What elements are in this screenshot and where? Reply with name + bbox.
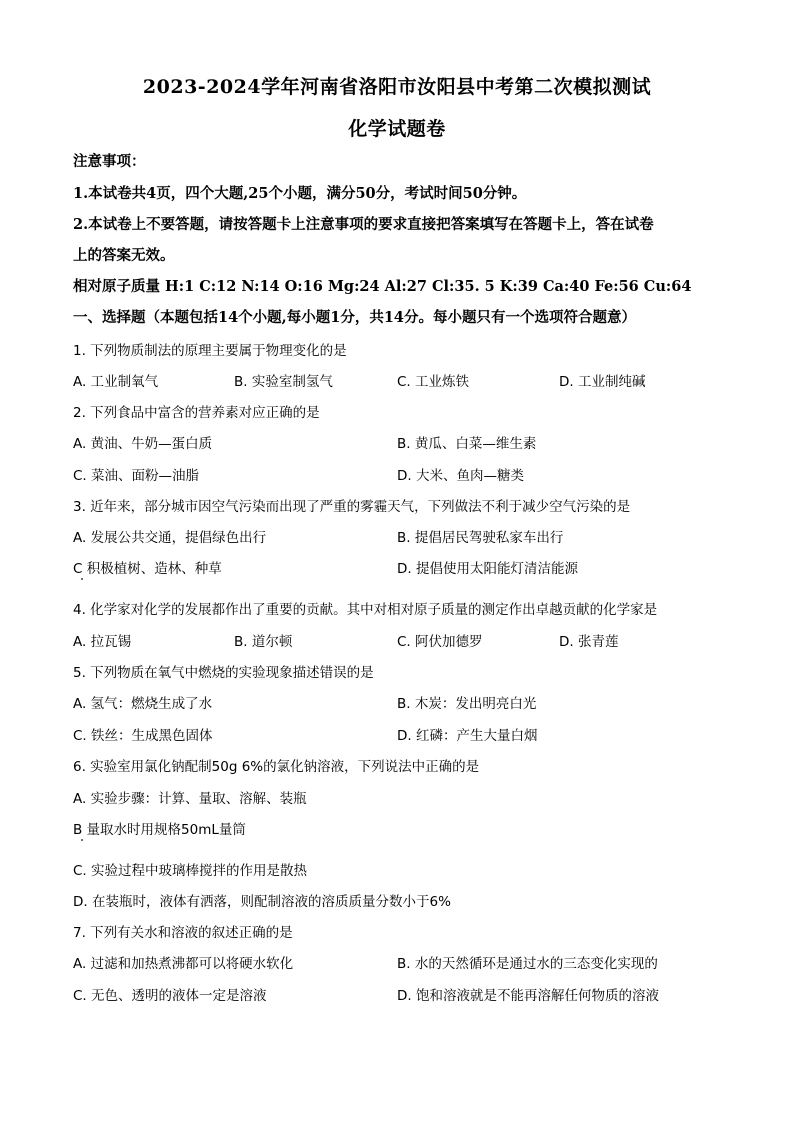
section-1-heading: 一、选择题（本题包括14个小题,每小题1分，共14分。每小题只有一个选项符合题意） bbox=[73, 309, 636, 326]
question-2-option-b: B. 黄瓜、白菜—维生素 bbox=[397, 436, 537, 452]
notice-heading: 注意事项： bbox=[73, 153, 146, 170]
question-3-option-d: D. 提倡使用太阳能灯清洁能源 bbox=[397, 561, 578, 577]
question-4-stem: 4. 化学家对化学的发展都作出了重要的贡献。其中对相对原子质量的测定作出卓越贡献的化学家是 bbox=[73, 602, 658, 618]
question-5-option-d: D. 红磷：产生大量白烟 bbox=[397, 728, 538, 744]
question-5-stem: 5. 下列物质在氧气中燃烧的实验现象描述错误的是 bbox=[73, 665, 374, 681]
question-7-option-d: D. 饱和溶液就是不能再溶解任何物质的溶液 bbox=[397, 988, 659, 1004]
question-1-option-a: A. 工业制氧气 bbox=[73, 374, 159, 390]
question-1-option-c: C. 工业炼铁 bbox=[397, 374, 470, 390]
question-4-option-a: A. 拉瓦锡 bbox=[73, 634, 132, 650]
question-6-option-a: A. 实验步骤：计算、量取、溶解、装瓶 bbox=[73, 791, 307, 807]
question-5-option-c: C. 铁丝：生成黑色固体 bbox=[73, 728, 213, 744]
question-2-option-a: A. 黄油、牛奶—蛋白质 bbox=[73, 436, 213, 452]
question-2-stem: 2. 下列食品中富含的营养素对应正确的是 bbox=[73, 405, 320, 421]
question-7-option-c: C. 无色、透明的液体一定是溶液 bbox=[73, 988, 267, 1004]
question-2-option-c: C. 菜油、面粉—油脂 bbox=[73, 468, 200, 484]
question-4-option-c: C. 阿伏加德罗 bbox=[397, 634, 483, 650]
question-7-option-a: A. 过滤和加热煮沸都可以将硬水软化 bbox=[73, 956, 294, 972]
question-1-option-b: B. 实验室制氢气 bbox=[234, 374, 333, 390]
question-5-option-b: B. 木炭：发出明亮白光 bbox=[397, 696, 537, 712]
notice-item-2-line-2: 上的答案无效。 bbox=[73, 247, 175, 264]
question-6-option-b: B 量取水时用规格50mL量筒 bbox=[73, 822, 246, 838]
question-6-option-d: D. 在装瓶时，液体有洒落，则配制溶液的溶质质量分数小于6% bbox=[73, 894, 451, 910]
question-7-stem: 7. 下列有关水和溶液的叙述正确的是 bbox=[73, 925, 293, 941]
question-1-stem: 1. 下列物质制法的原理主要属于物理变化的是 bbox=[73, 343, 347, 359]
question-4-option-d: D. 张青莲 bbox=[559, 634, 619, 650]
exam-title: 2023-2024学年河南省洛阳市汝阳县中考第二次模拟测试 bbox=[142, 76, 652, 98]
question-3-option-c: C 积极植树、造林、种草 bbox=[73, 561, 222, 577]
question-1-option-d: D. 工业制纯碱 bbox=[559, 374, 646, 390]
question-7-option-b: B. 水的天然循环是通过水的三态变化实现的 bbox=[397, 956, 658, 972]
question-4-option-b: B. 道尔顿 bbox=[234, 634, 293, 650]
notice-item-1: 1.本试卷共4页，四个大题,25个小题，满分50分，考试时间50分钟。 bbox=[73, 185, 527, 202]
question-3-stem: 3. 近年来，部分城市因空气污染而出现了严重的雾霾天气，下列做法不利于减少空气污染的是 bbox=[73, 499, 631, 515]
question-6-option-c: C. 实验过程中玻璃棒搅拌的作用是散热 bbox=[73, 863, 308, 879]
question-3-option-b: B. 提倡居民驾驶私家车出行 bbox=[397, 530, 564, 546]
stray-dot bbox=[81, 578, 83, 580]
question-6-stem: 6. 实验室用氯化钠配制50g 6%的氯化钠溶液，下列说法中正确的是 bbox=[73, 759, 480, 775]
question-2-option-d: D. 大米、鱼肉—糖类 bbox=[397, 468, 524, 484]
exam-subtitle: 化学试题卷 bbox=[348, 118, 446, 140]
question-5-option-a: A. 氢气：燃烧生成了水 bbox=[73, 696, 213, 712]
stray-dot bbox=[81, 839, 83, 841]
notice-item-2-line-1: 2.本试卷上不要答题，请按答题卡上注意事项的要求直接把答案填写在答题卡上，答在试卷 bbox=[73, 216, 654, 233]
question-3-option-a: A. 发展公共交通，提倡绿色出行 bbox=[73, 530, 267, 546]
atomic-mass-line: 相对原子质量 H:1 C:12 N:14 O:16 Mg:24 Al:27 Cl:35. 5 K:39 Ca:40 Fe:56 Cu:64 bbox=[73, 278, 692, 295]
